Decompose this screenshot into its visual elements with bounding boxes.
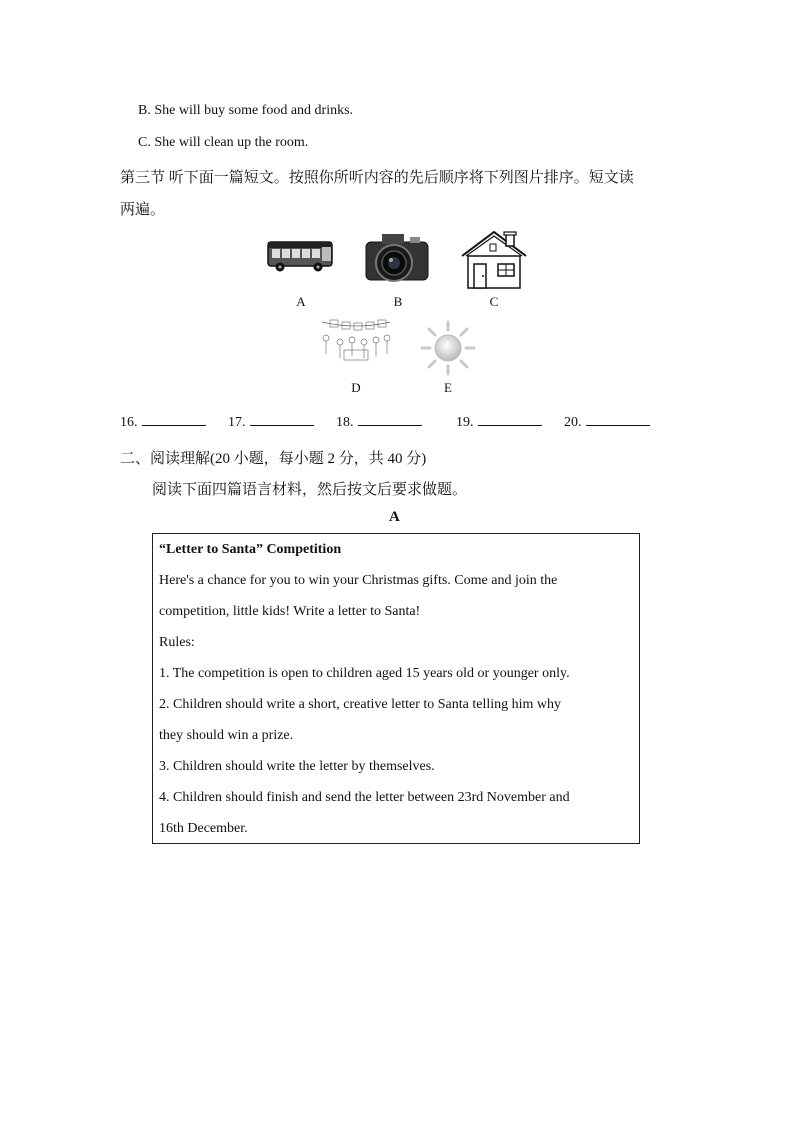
passage-line-4: 1. The competition is open to children aged 15 years old or younger only.	[159, 666, 570, 681]
option-b: B. She will buy some food and drinks.	[138, 103, 354, 118]
passage-line-6: they should win a prize.	[159, 728, 294, 743]
party-icon	[318, 316, 394, 373]
answer-blank-20[interactable]: 20.	[564, 413, 650, 431]
picture-c-label: C	[489, 294, 499, 309]
picture-e-label: E	[444, 380, 452, 395]
camera-icon	[362, 230, 432, 291]
passage-line-8: 4. Children should finish and send the letter between 23rd November and	[159, 790, 570, 805]
part2-heading: 二、阅读理解(20 小题，每小题 2 分，共 40 分)	[120, 451, 427, 467]
passage-line-5: 2. Children should write a short, creative letter to Santa telling him why	[159, 697, 562, 712]
part2-instruction: 阅读下面四篇语言材料，然后按文后要求做题。	[152, 482, 468, 498]
passage-title: “Letter to Santa” Competition	[159, 542, 342, 557]
passage-line-1: Here's a chance for you to win your Christmas gifts. Come and join the	[159, 573, 558, 588]
passage-line-3: Rules:	[159, 635, 195, 650]
answer-blank-16[interactable]: 16.	[120, 413, 206, 431]
answer-blank-18[interactable]: 18.	[336, 413, 422, 431]
picture-b-label: B	[393, 294, 403, 309]
option-c: C. She will clean up the room.	[138, 135, 309, 150]
passage-line-7: 3. Children should write the letter by themselves.	[159, 759, 435, 774]
picture-a-label: A	[296, 294, 306, 309]
answer-blank-19[interactable]: 19.	[456, 413, 542, 431]
house-icon	[458, 228, 530, 295]
passage-line-2: competition, little kids! Write a letter to Santa!	[159, 604, 421, 619]
section3-instruction-line2: 两遍。	[120, 202, 166, 218]
sun-icon	[420, 320, 476, 381]
passage-label: A	[389, 509, 400, 525]
bus-icon	[266, 238, 336, 279]
answer-blank-17[interactable]: 17.	[228, 413, 314, 431]
picture-d-label: D	[351, 380, 361, 395]
passage-box	[152, 533, 640, 844]
section3-instruction-line1: 第三节 听下面一篇短文。按照你所听内容的先后顺序将下列图片排序。短文读	[120, 170, 634, 186]
passage-line-9: 16th December.	[159, 821, 248, 836]
